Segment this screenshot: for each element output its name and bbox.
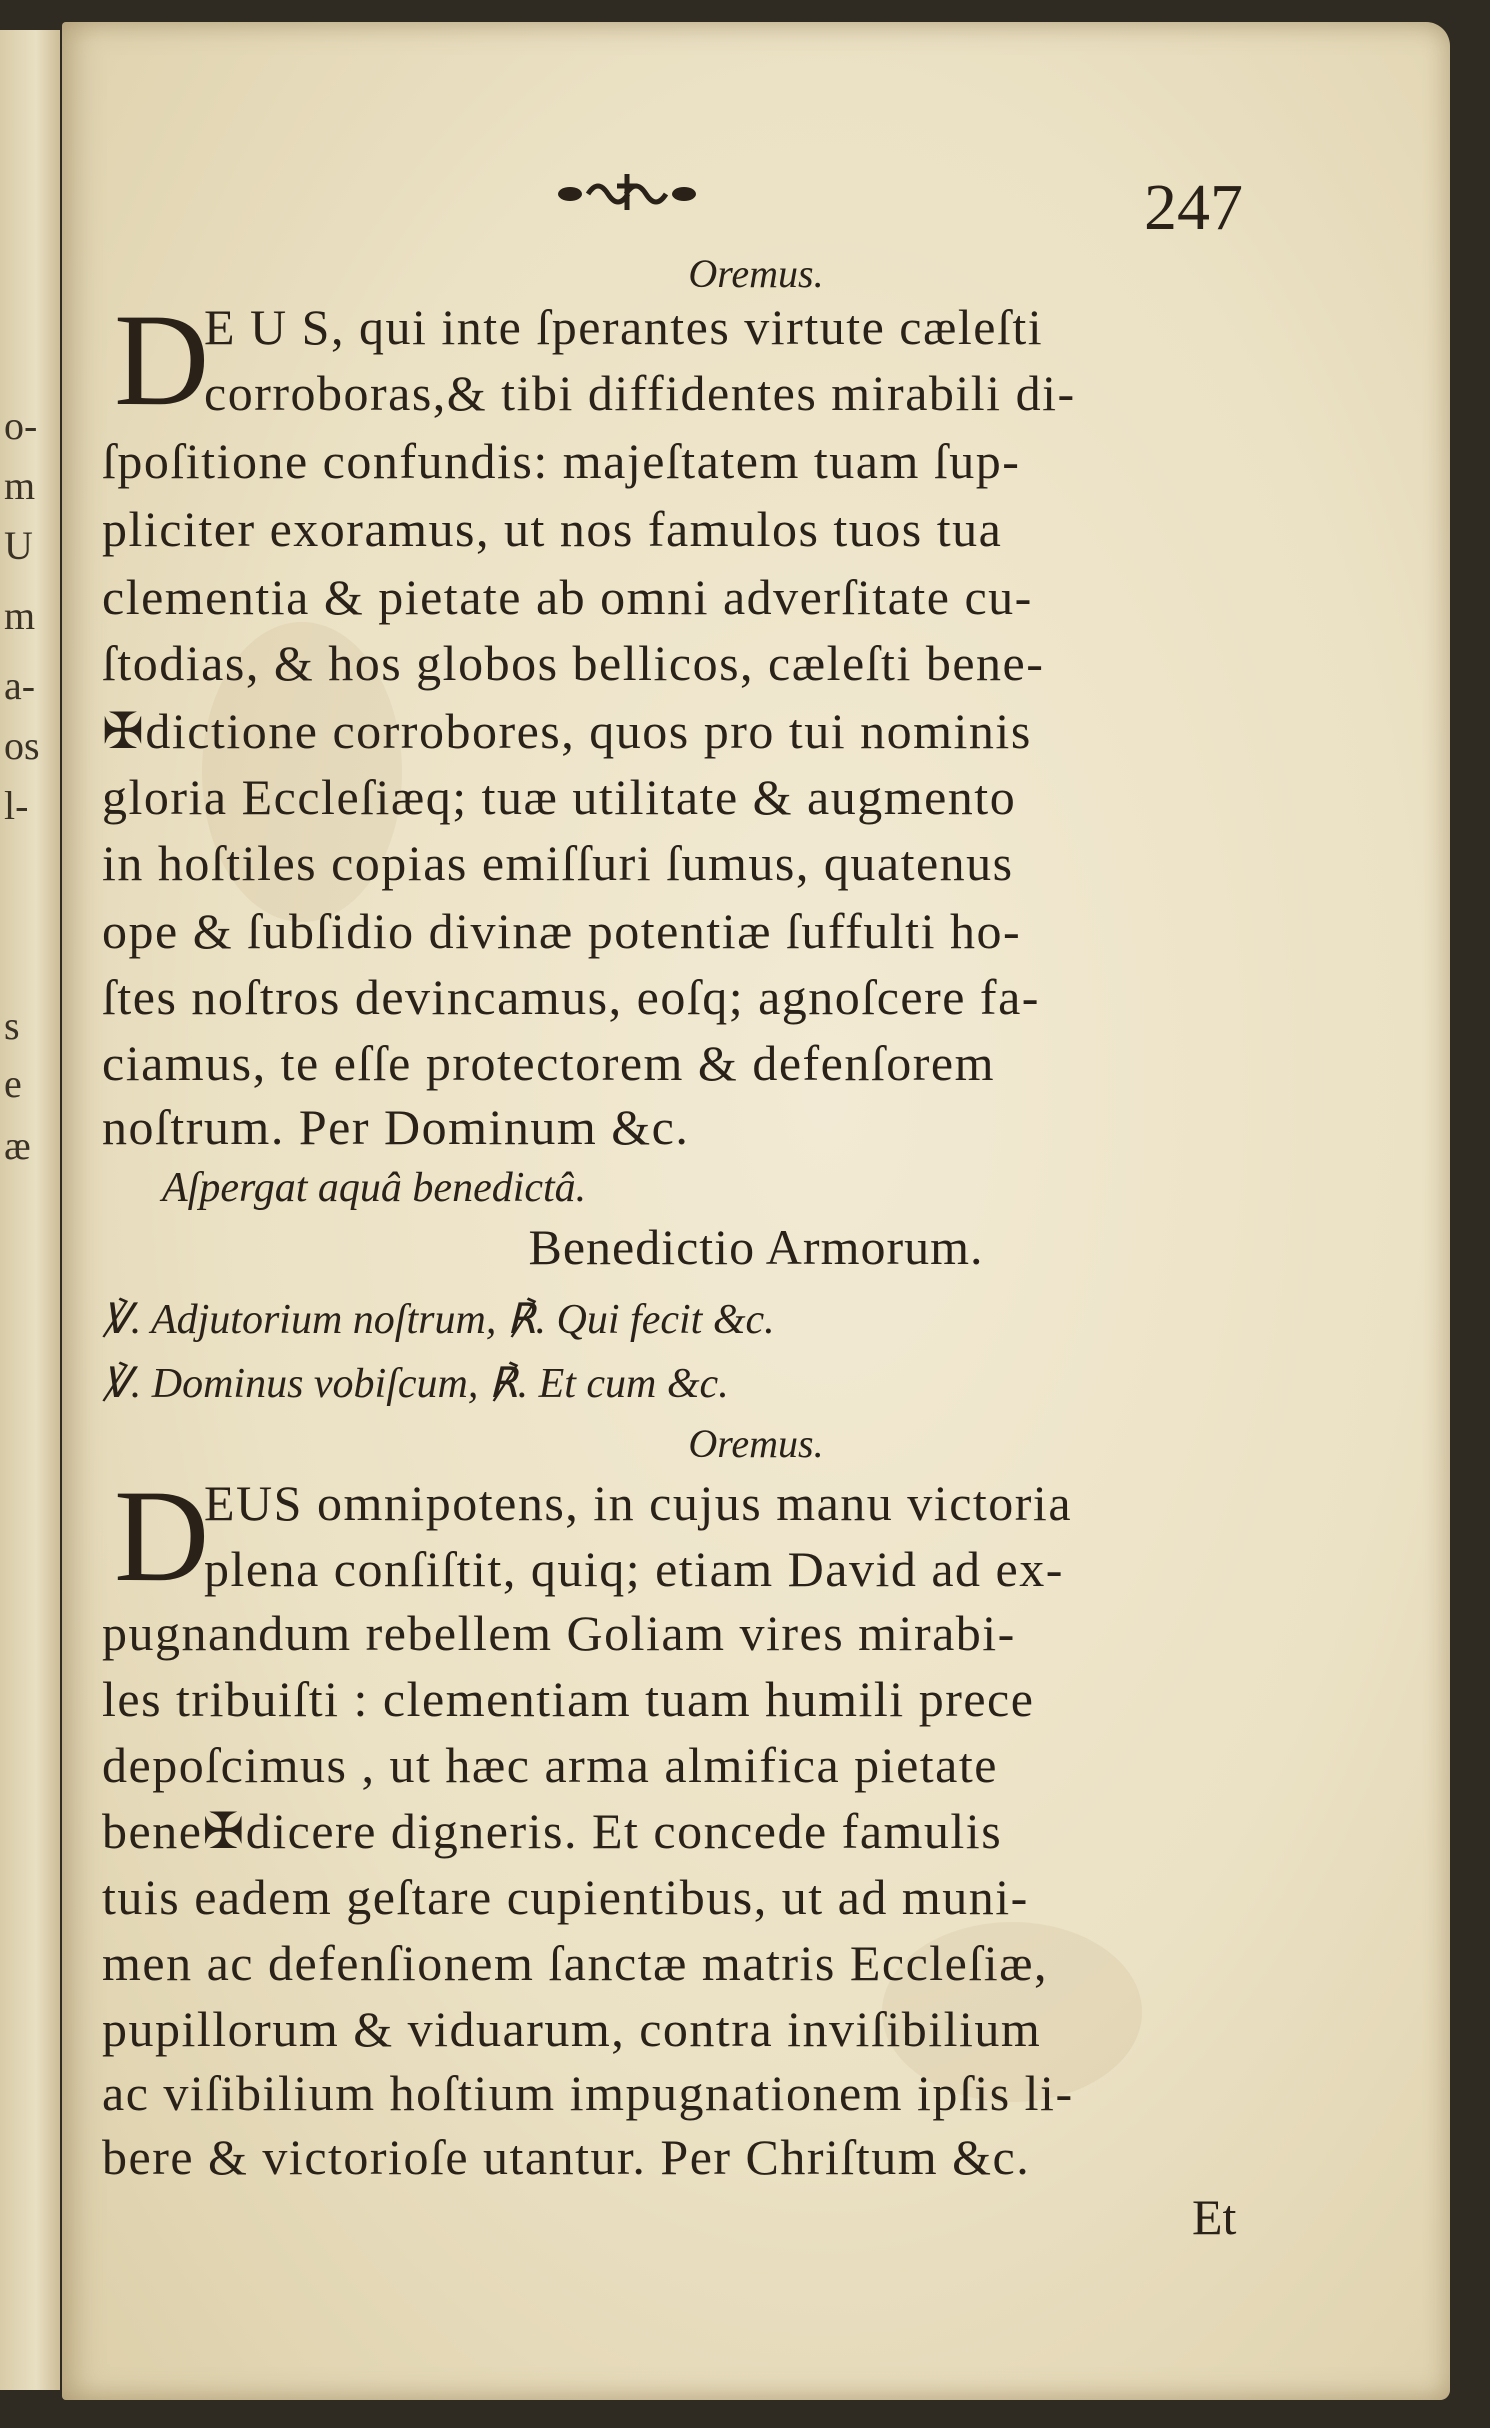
prev-page-fragment: l-: [4, 783, 29, 828]
prayer1-line: ciamus, te eſſe protectorem & defenſorem: [102, 1035, 995, 1091]
section-title: Benedictio Armorum.: [528, 1219, 984, 1275]
prev-page-fragment: m: [4, 593, 36, 638]
prayer1-line: clementia & pietate ab omni adverſitate cu-: [102, 569, 1033, 625]
prayer1-line: gloria Eccleſiæq; tuæ utilitate & augmento: [102, 769, 1017, 825]
previous-page-edge: [0, 30, 60, 2390]
prev-page-fragment: os: [4, 723, 40, 768]
prayer1-line: pliciter exoramus, ut nos famulos tuos tua: [102, 501, 1003, 557]
prayer2-line: bere & victorioſe utantur. Per Chriſtum &c.: [102, 2129, 1031, 2185]
prayer2-line: EUS omnipotens, in cujus manu victoria: [204, 1475, 1073, 1531]
prayer1-line: ſpoſitione confundis: majeſtatem tuam ſup-: [102, 433, 1021, 489]
page-number: 247: [1144, 171, 1243, 244]
prev-page-fragment: æ: [4, 1123, 31, 1168]
prayer1-line: E U S, qui inte ſperantes virtute cæleſti: [204, 299, 1044, 355]
prayer2-line: pupillorum & viduarum, contra inviſibilium: [102, 2001, 1042, 2057]
book-page: [62, 22, 1450, 2400]
rubric-asperges: Aſpergat aquâ benedictâ.: [162, 1165, 587, 1211]
prayer2-line: pugnandum rebellem Goliam vires mirabi-: [102, 1605, 1016, 1661]
prayer1-line: ope & ſubſidio divinæ potentiæ ſuffulti ho-: [102, 903, 1022, 959]
prev-page-fragment: U: [4, 523, 33, 568]
prayer2-line: tuis eadem geſtare cupientibus, ut ad muni-: [102, 1869, 1029, 1925]
prayer2-heading: Oremus.: [688, 1421, 824, 1466]
prayer2-line: men ac defenſionem ſanctæ matris Eccleſiæ,: [102, 1935, 1049, 1991]
prayer2-line: bene✠dicere digneris. Et concede famulis: [102, 1803, 1003, 1859]
prev-page-fragment: o-: [4, 403, 38, 448]
prayer2-dropcap: D: [114, 1462, 210, 1609]
prayer2-line: depoſcimus , ut hæc arma almifica pietate: [102, 1737, 998, 1793]
prayer1-line: ✠dictione corrobores, quos pro tui nominis: [102, 703, 1032, 759]
ornament-icon: [552, 170, 702, 214]
prev-page-fragment: a-: [4, 663, 36, 708]
prayer1-line: in hoſtiles copias emiſſuri ſumus, quatenus: [102, 835, 1014, 891]
versicle-line: ℣. Dominus vobiſcum, ℟. Et cum &c.: [102, 1361, 729, 1407]
prayer1-line: ſtes noſtros devincamus, eoſq; agnoſcere fa-: [102, 969, 1040, 1025]
versicle-line: ℣. Adjutorium noſtrum, ℟. Qui fecit &c.: [102, 1297, 775, 1343]
prayer2-line: plena conſiſtit, quiq; etiam David ad ex-: [204, 1541, 1064, 1597]
prev-page-fragment: e: [4, 1061, 22, 1106]
catchword: Et: [1192, 2189, 1237, 2245]
prayer1-line: ſtodias, & hos globos bellicos, cæleſti bene-: [102, 635, 1045, 691]
prayer1-heading: Oremus.: [688, 251, 824, 296]
prayer1-dropcap: D: [114, 286, 210, 433]
prev-page-fragment: s: [4, 1003, 20, 1048]
prev-page-fragment: m: [4, 463, 36, 508]
prayer2-line: ac viſibilium hoſtium impugnationem ipſis li-: [102, 2065, 1074, 2121]
prayer1-line: corroboras,& tibi diffidentes mirabili di-: [204, 365, 1076, 421]
prayer1-line: noſtrum. Per Dominum &c.: [102, 1099, 690, 1155]
prayer2-line: les tribuiſti : clementiam tuam humili prece: [102, 1671, 1035, 1727]
